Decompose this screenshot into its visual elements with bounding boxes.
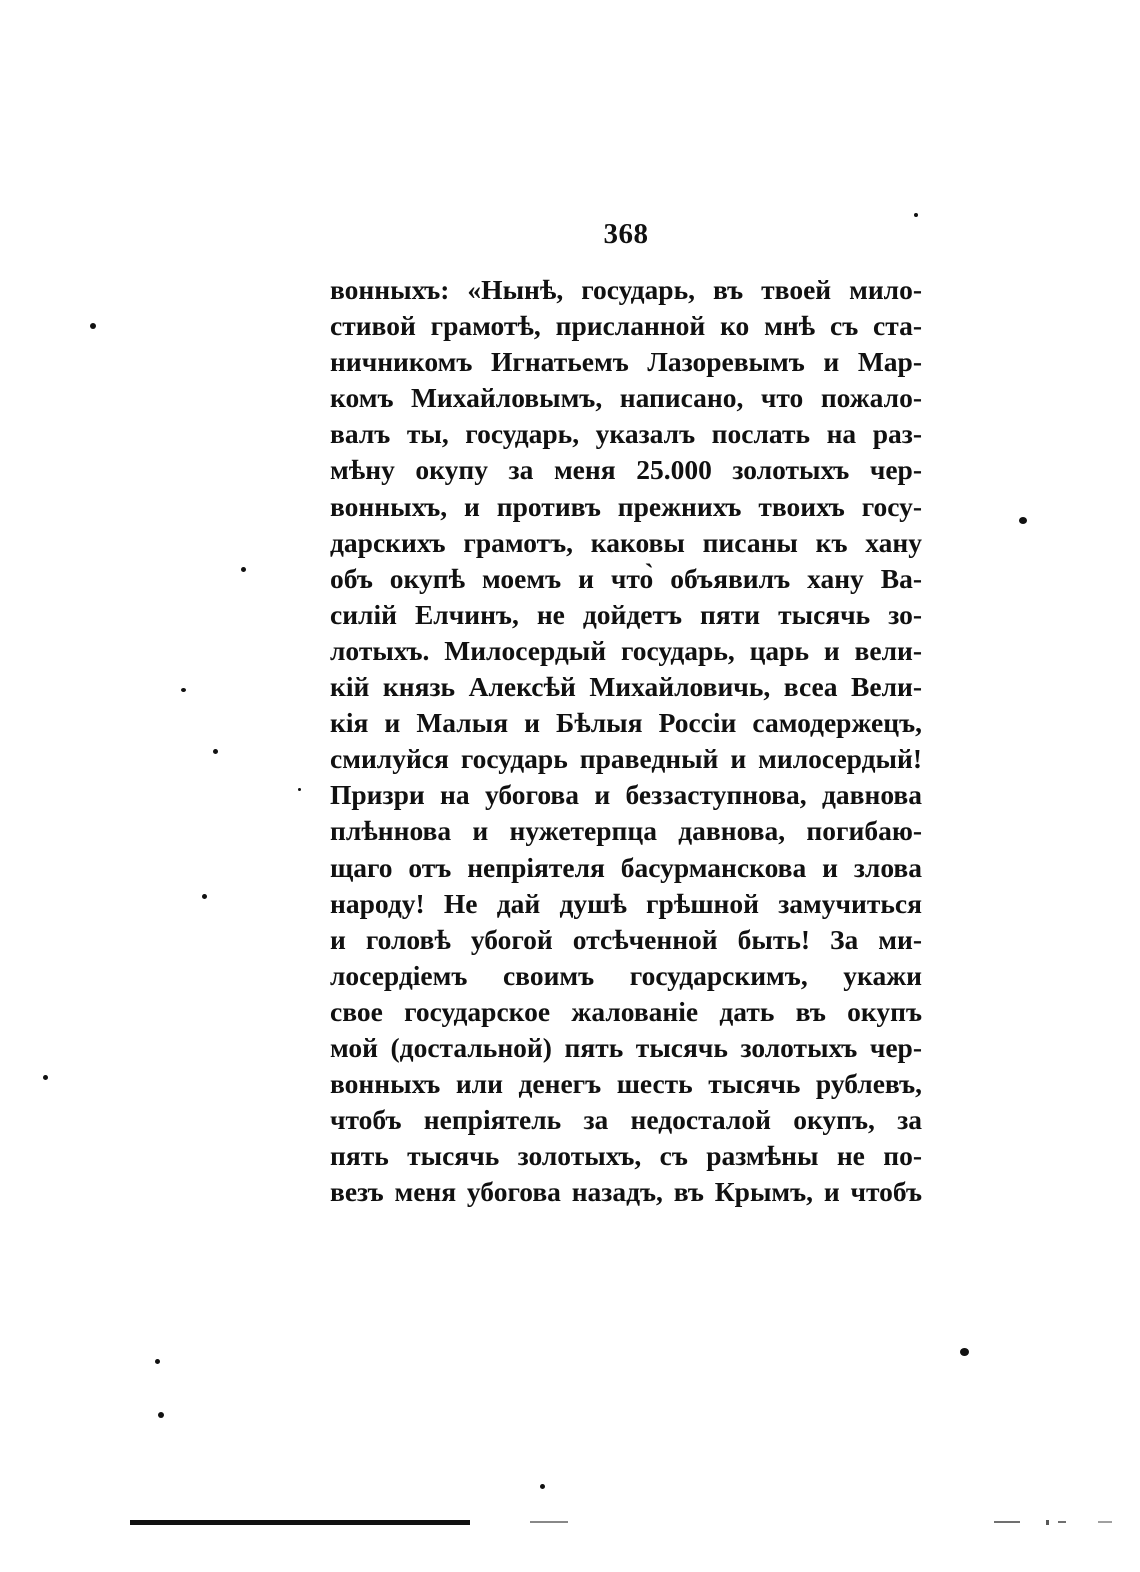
text-line: свое государское жалованіе дать въ окупъ <box>330 995 922 1027</box>
text-line: плѣннова и нужетерпца давнова, погибаю- <box>330 815 922 847</box>
scan-speck <box>155 1359 160 1364</box>
text-line: Призри на убогова и беззаступнова, давнова <box>330 779 922 811</box>
text-line: стивой грамотѣ, присланной ко мнѣ съ ста- <box>330 310 922 342</box>
scan-speck <box>298 788 301 791</box>
text-line: мой (достальной) пять тысячь золотыхъ чер- <box>330 1031 922 1063</box>
scan-speck <box>90 323 96 329</box>
text-line: вонныхъ или денегъ шесть тысячь рублевъ, <box>330 1068 922 1100</box>
text-line: вонныхъ, и противъ прежнихъ твоихъ госу- <box>330 490 922 522</box>
bottom-rule-faint <box>994 1521 1020 1523</box>
scan-speck <box>540 1484 545 1489</box>
text-line: дарскихъ грамотъ, каковы писаны къ хану <box>330 526 922 558</box>
text-line: кія и Малыя и Бѣлыя Россіи самодержецъ, <box>330 707 922 739</box>
text-line: лотыхъ. Милосердый государь, царь и вели- <box>330 634 922 666</box>
scan-speck <box>181 688 186 692</box>
text-line: вонныхъ: «Нынѣ, государь, въ твоей мило- <box>330 274 922 305</box>
scan-speck <box>213 749 218 754</box>
body-text <box>330 272 922 1210</box>
bottom-rule <box>130 1520 470 1525</box>
text-line: и головѣ убогой отсѣченной быть! За ми- <box>330 923 922 955</box>
text-line: везъ меня убогова назадъ, въ Крымъ, и чтобъ <box>330 1176 922 1208</box>
text-line: силій Елчинъ, не дойдетъ пяти тысячь зо- <box>330 598 922 630</box>
scan-speck <box>43 1075 48 1080</box>
bottom-rule-faint <box>1098 1521 1112 1523</box>
scan-speck <box>1019 517 1027 524</box>
bottom-rule-faint <box>1046 1520 1049 1525</box>
scan-speck <box>960 1348 969 1356</box>
text-line: лосердіемъ своимъ государскимъ, укажи <box>330 959 922 991</box>
text-line: чтобъ непріятель за недосталой окупъ, за <box>330 1104 922 1136</box>
text-line: пять тысячь золотыхъ, съ размѣны не по- <box>330 1140 922 1172</box>
text-line: объ окупѣ моемъ и что̀ объявилъ хану Ва- <box>330 562 922 594</box>
text-line: щаго отъ непріятеля басурманскова и злова <box>330 851 922 883</box>
scan-speck <box>202 894 207 899</box>
scan-speck <box>914 213 918 217</box>
text-line: смилуйся государь праведный и милосердый! <box>330 743 922 775</box>
text-line: ничникомъ Игнатьемъ Лазоревымъ и Мар- <box>330 346 922 378</box>
text-line: комъ Михайловымъ, написано, что пожало- <box>330 382 922 414</box>
bottom-rule-faint <box>530 1521 568 1523</box>
bottom-rule-faint <box>1058 1521 1066 1523</box>
scan-speck <box>158 1412 164 1418</box>
page-number: 368 <box>603 218 649 250</box>
text-line: кій князь Алексѣй Михайловичь, всеа Вели- <box>330 671 922 703</box>
text-line: валъ ты, государь, указалъ послать на раз- <box>330 418 922 450</box>
text-line: народу! Не дай душѣ грѣшной замучиться <box>330 887 922 919</box>
text-line: мѣну окупу за меня 25.000 золотыхъ чер- <box>330 454 922 486</box>
scan-speck <box>241 567 246 572</box>
